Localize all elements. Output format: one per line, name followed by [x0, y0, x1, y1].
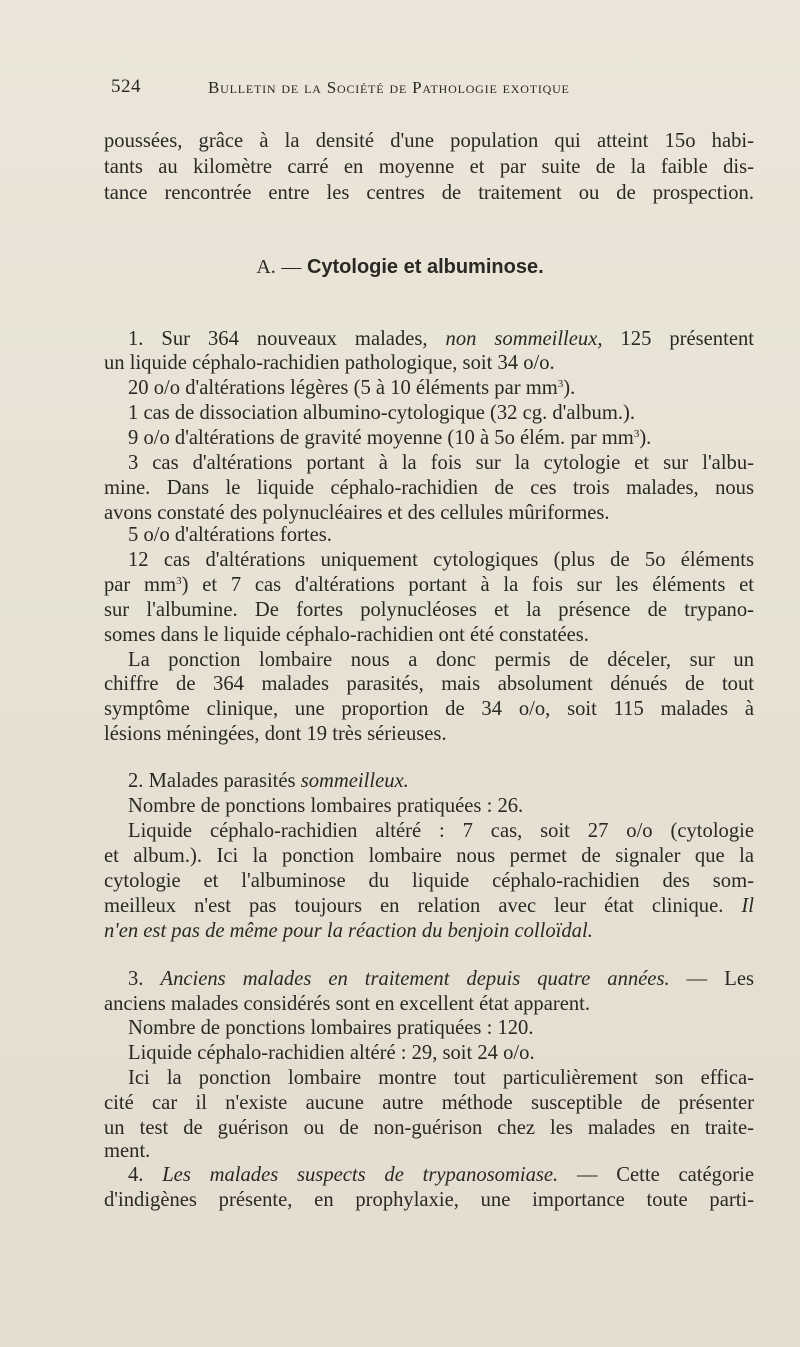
- text-line: 4. Les malades suspects de trypanosomiase. — Cette catégorie: [128, 1164, 754, 1186]
- text-line: Ici la ponction lombaire montre tout particulièrement son effica-: [128, 1067, 754, 1089]
- text-line: 1 cas de dissociation albumino-cytologique (32 cg. d'album.).: [128, 402, 636, 424]
- text-line: 2. Malades parasités sommeilleux.: [128, 770, 409, 792]
- text-line: La ponction lombaire nous a donc permis de déceler, sur un: [128, 649, 754, 671]
- text-line: Liquide céphalo-rachidien altéré : 7 cas, soit 27 o/o (cytologie: [128, 820, 754, 842]
- section-heading: [0, 256, 800, 279]
- text-line: poussées, grâce à la densité d'une population qui atteint 15o habi-: [104, 130, 754, 152]
- text-line: sur l'albumine. De fortes polynucléoses et la présence de trypano-: [104, 599, 754, 621]
- section-dash: —: [281, 256, 302, 278]
- text-line: tance rencontrée entre les centres de traitement ou de prospection.: [104, 182, 754, 204]
- text-line: un liquide céphalo-rachidien pathologique, soit 34 o/o.: [104, 352, 555, 374]
- text-line: et album.). Ici la ponction lombaire nous permet de signaler que la: [104, 845, 754, 867]
- text-line: meilleux n'est pas toujours en relation avec leur état clinique. Il: [104, 895, 754, 917]
- text-line: 3 cas d'altérations portant à la fois sur la cytologie et sur l'albu-: [128, 452, 754, 474]
- text-line: 12 cas d'altérations uniquement cytologiques (plus de 5o éléments: [128, 549, 754, 571]
- text-line: ment.: [104, 1140, 151, 1162]
- text-line: Liquide céphalo-rachidien altéré : 29, soit 24 o/o.: [128, 1042, 535, 1064]
- text-line: 5 o/o d'altérations fortes.: [128, 524, 332, 546]
- text-line: 20 o/o d'altérations légères (5 à 10 éléments par $mm^3$).: [128, 377, 576, 399]
- text-line: 1. Sur 364 nouveaux malades, non sommeilleux, 125 présentent: [128, 328, 754, 350]
- running-title: Bulletin de la Société de Pathologie exotique: [208, 78, 570, 97]
- text-line: un test de guérison ou de non-guérison chez les malades en traite-: [104, 1117, 754, 1139]
- text-line: tants au kilomètre carré en moyenne et par suite de la faible dis-: [104, 156, 754, 178]
- text-line: cité car il n'existe aucune autre méthode susceptible de présenter: [104, 1092, 754, 1114]
- text-line: mine. Dans le liquide céphalo-rachidien de ces trois malades, nous: [104, 477, 754, 499]
- text-line: par $mm^3$) et 7 cas d'altérations portant à la fois sur les éléments et: [104, 574, 755, 596]
- text-line: 9 o/o d'altérations de gravité moyenne (10 à 5o élém. par $mm^3$).: [128, 427, 652, 449]
- text-line: somes dans le liquide céphalo-rachidien ont été constatées.: [104, 624, 589, 646]
- text-line: chiffre de 364 malades parasités, mais absolument dénués de tout: [104, 673, 754, 695]
- text-line: lésions méningées, dont 19 très sérieuses.: [104, 723, 447, 745]
- text-line: n'en est pas de même pour la réaction du benjoin colloïdal.: [104, 920, 593, 942]
- page-header: [111, 76, 671, 106]
- text-line: d'indigènes présente, en prophylaxie, une importance toute parti-: [104, 1189, 754, 1211]
- section-title: Cytologie et albuminose.: [306, 256, 544, 278]
- text-line: 3. Anciens malades en traitement depuis quatre années. — Les: [128, 968, 755, 990]
- text-line: cytologie et l'albuminose du liquide céphalo-rachidien des som-: [104, 870, 754, 892]
- page-number: 524: [111, 76, 141, 97]
- text-line: avons constaté des polynucléaires et des cellules mûriformes.: [104, 502, 610, 524]
- text-line: Nombre de ponctions lombaires pratiquées : 120.: [128, 1017, 534, 1039]
- text-line: symptôme clinique, une proportion de 34 o/o, soit 115 malades à: [104, 698, 754, 720]
- text-line: Nombre de ponctions lombaires pratiquées : 26.: [128, 795, 524, 817]
- section-letter: A.: [256, 256, 276, 278]
- text-line: anciens malades considérés sont en excellent état apparent.: [104, 993, 591, 1015]
